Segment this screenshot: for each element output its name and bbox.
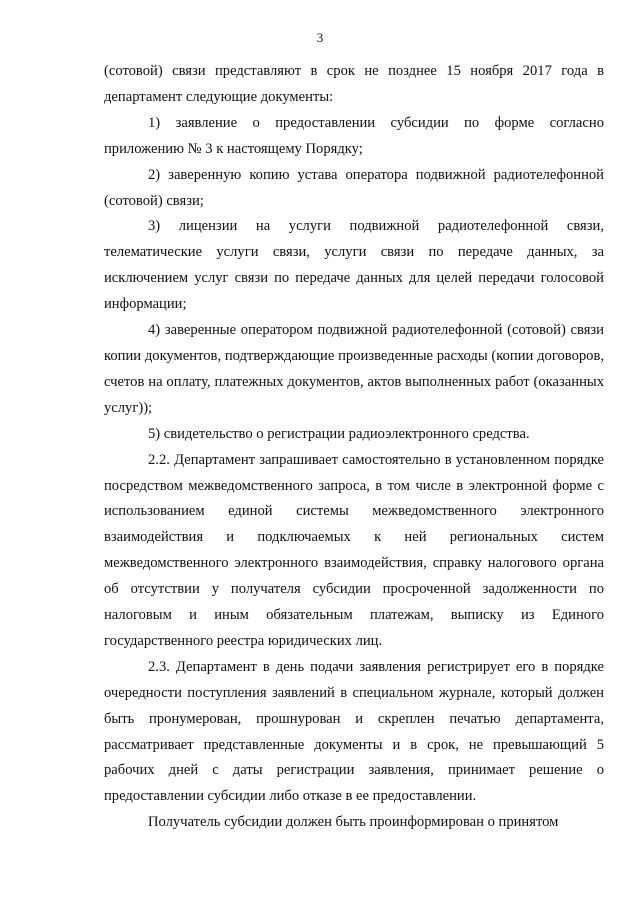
paragraph-recipient-notice: Получатель субсидии должен быть проинформирован о принятом — [148, 814, 559, 831]
list-item-5: 5) свидетельство о регистрации радиоэлектронного средства. — [148, 425, 530, 442]
list-item-4: 4) заверенные оператором подвижной радиотелефонной (сотовой) связи копии документов, подтверждающие произведенные расходы (копии договоров, счетов на оплату, платежных документов, актов выполненных работ (оказанных услуг)); — [104, 322, 604, 416]
paragraph-intro-continuation: (сотовой) связи представляют в срок не позднее 15 ноября 2017 года в департамент следующие документы: — [104, 63, 604, 105]
list-item-2: 2) заверенную копию устава оператора подвижной радиотелефонной (сотовой) связи; — [104, 166, 604, 209]
list-item-3: 3) лицензии на услуги подвижной радиотелефонной связи, телематические услуги связи, услуги связи по передаче данных, за исключением услуг связи по передаче данных для целей передачи голосовой информации; — [104, 218, 604, 313]
page-number: 3 — [316, 30, 324, 45]
clause-2-2: 2.2. Департамент запрашивает самостоятельно в установленном порядке посредством межведомственного запроса, в том числе в электронной форме с использованием единой системы межведомственного электронного взаимодействия и подключаемых к ней региональных систем межведомственного электронного взаимодействия, справку налогового органа об отсутствии у получателя субсидии просроченной задолженности по налоговым и иным обязательным платежам, выписку из Единого государственного реестра юридических лиц. — [104, 451, 604, 649]
document-body — [104, 59, 604, 836]
clause-2-3: 2.3. Департамент в день подачи заявления регистрирует его в порядке очередности поступления заявлений в специальном журнале, который должен быть пронумерован, прошнурован и скреплен печатью департамента, рассматривает представленные документы и в срок, не превышающий 5 рабочих дней с даты регистрации заявления, принимает решение о предоставлении субсидии либо отказе в ее предоставлении. — [104, 658, 604, 805]
list-item-1: 1) заявление о предоставлении субсидии по форме согласно приложению № 3 к настоящему Порядку; — [104, 114, 604, 157]
